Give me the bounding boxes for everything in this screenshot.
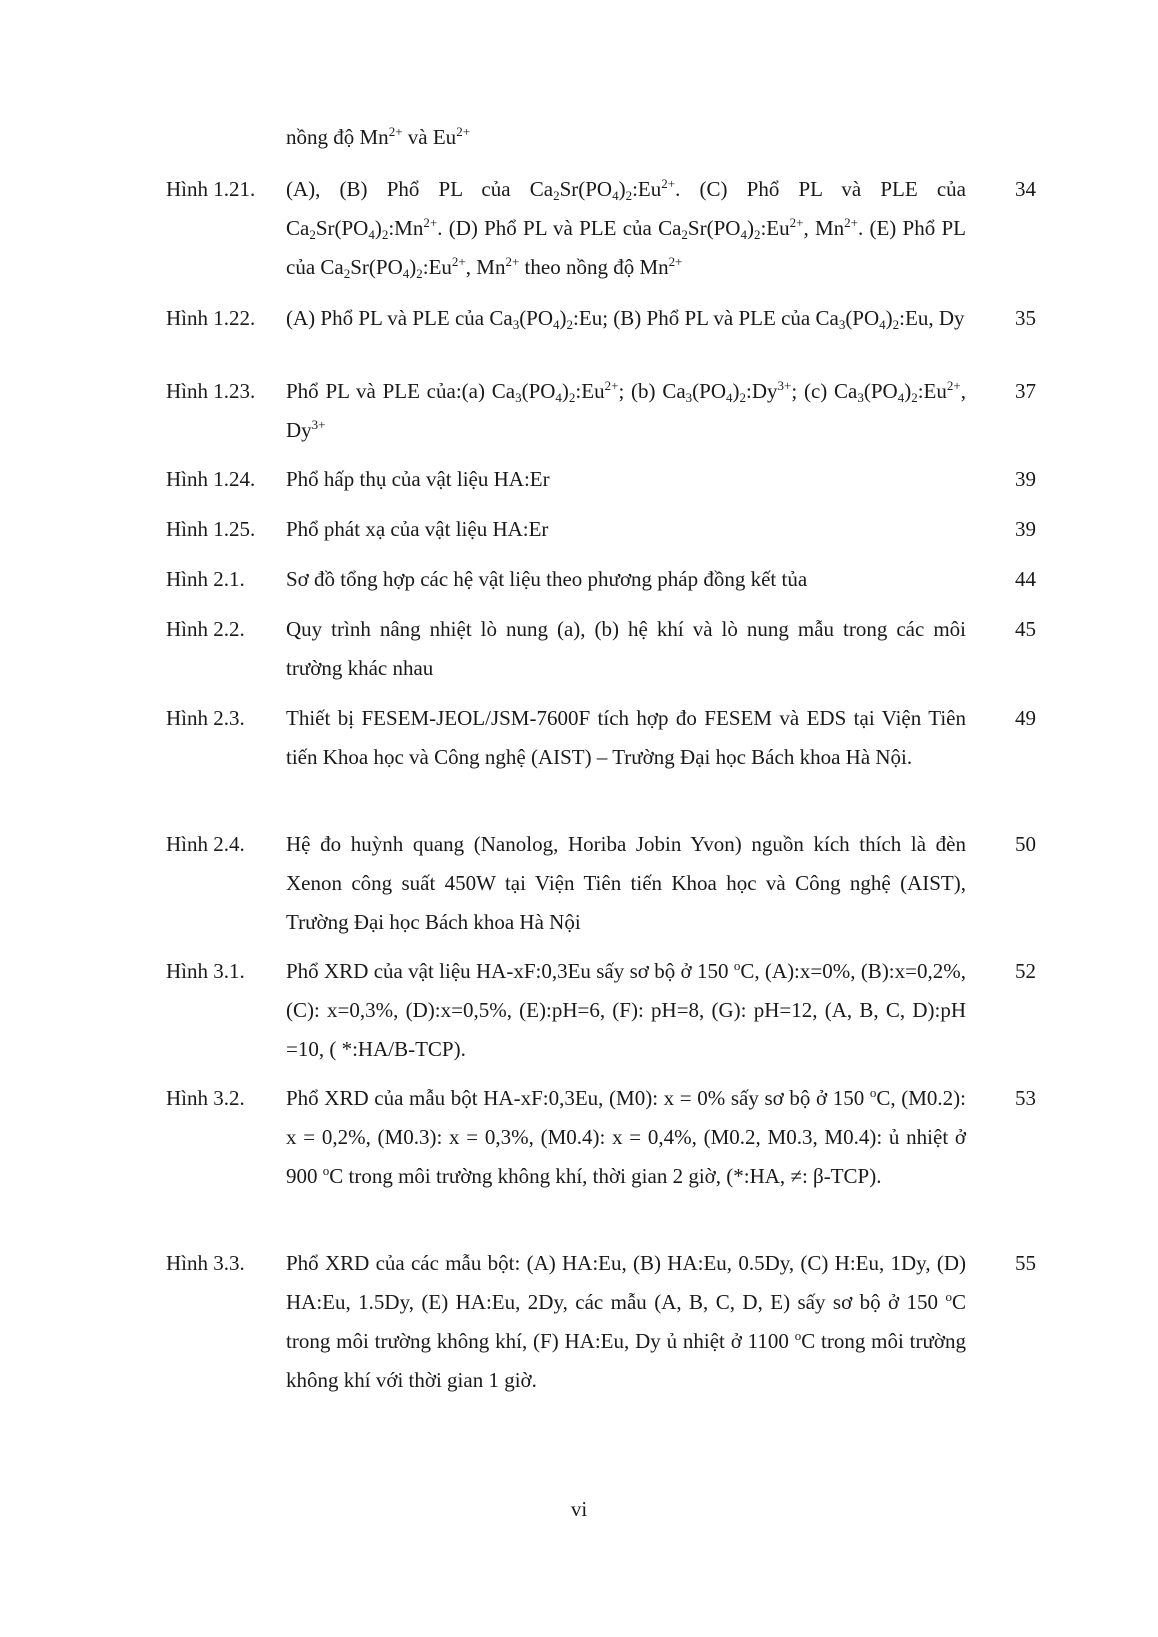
page-ref: 49 bbox=[1015, 706, 1036, 730]
caption-text: Phổ XRD của các mẫu bột: (A) HA:Eu, (B) HA:Eu, 0.5Dy, (C) H:Eu, 1Dy, (D) HA:Eu, 1.5Dy, (E) HA:Eu, 2Dy, các mẫu (A, B, C, D, E) sấy sơ bộ ở 150 bbox=[286, 1251, 966, 1314]
caption-text: và Eu bbox=[402, 125, 457, 149]
page-ref: 52 bbox=[1015, 959, 1036, 983]
subscript: 2 bbox=[681, 227, 688, 242]
figure-caption bbox=[286, 1244, 966, 1400]
subscript: 4 bbox=[740, 227, 747, 242]
caption-text: , Mn bbox=[803, 216, 845, 240]
figure-caption bbox=[286, 1079, 966, 1196]
superscript: 3+ bbox=[311, 417, 326, 432]
caption-text: Sr(PO bbox=[559, 177, 613, 201]
figure-label: Hình 1.24. bbox=[166, 467, 256, 491]
page-ref: 50 bbox=[1015, 832, 1036, 856]
superscript: 2+ bbox=[505, 254, 520, 269]
caption-text: Phổ phát xạ của vật liệu HA:Er bbox=[286, 517, 549, 541]
subscript: 4 bbox=[726, 390, 733, 405]
figure-label: Hình 1.22. bbox=[166, 306, 256, 330]
caption-text: C, (A):x=0%, (B):x=0,2%, (C): x=0,3%, (D):x=0,5%, (E):pH=6, (F): pH=8, (G): pH=12, (A, B, C, D):pH =10, ( *:HA/B-TCP). bbox=[286, 959, 966, 1061]
page-ref: 45 bbox=[1015, 617, 1036, 641]
subscript: 4 bbox=[612, 188, 619, 203]
caption-text: ) bbox=[374, 216, 382, 240]
caption-text: (A) Phổ PL và PLE của Ca bbox=[286, 306, 513, 330]
subscript: 4 bbox=[879, 317, 886, 332]
superscript: 2+ bbox=[423, 215, 438, 230]
superscript: o bbox=[869, 1085, 877, 1100]
superscript: 2+ bbox=[668, 254, 683, 269]
figure-caption bbox=[286, 610, 966, 688]
page-number: vi bbox=[570, 1497, 588, 1521]
list-item bbox=[166, 516, 1036, 549]
page-ref: 53 bbox=[1015, 1086, 1036, 1110]
list-item bbox=[166, 466, 1036, 499]
subscript: 2 bbox=[568, 390, 576, 405]
caption-text: ) bbox=[732, 379, 740, 403]
figure-caption bbox=[286, 825, 966, 942]
list-item bbox=[166, 1250, 1036, 1400]
caption-text: C trong môi trường không khí với thời gian 1 giờ. bbox=[286, 1329, 966, 1392]
caption-text: :Eu bbox=[422, 255, 452, 279]
caption-text: C, (M0.2): x = 0,2%, (M0.3): x = 0,3%, (M0.4): x = 0,4%, (M0.2, M0.3, M0.4): ủ nhiệt ở 900 bbox=[286, 1086, 966, 1188]
list-item bbox=[166, 305, 1036, 331]
caption-text: Phổ XRD của mẫu bột HA-xF:0,3Eu, (M0): x = 0% sấy sơ bộ ở 150 bbox=[286, 1086, 870, 1110]
caption-text: ; (c) Ca bbox=[791, 379, 858, 403]
superscript: o bbox=[733, 958, 741, 973]
list-item bbox=[166, 958, 1036, 1069]
subscript: 3 bbox=[685, 390, 693, 405]
caption-text: . (E) Phổ PL của Ca bbox=[286, 216, 966, 279]
superscript: 2+ bbox=[451, 254, 466, 269]
subscript: 2 bbox=[381, 227, 389, 242]
continuation-line bbox=[166, 124, 1036, 157]
list-item bbox=[166, 176, 1036, 287]
subscript: 2 bbox=[416, 266, 423, 281]
caption-text: ) bbox=[904, 379, 912, 403]
subscript: 2 bbox=[911, 390, 918, 405]
caption-text: ) bbox=[746, 216, 754, 240]
caption-text: :Eu bbox=[632, 177, 662, 201]
caption-text: Sr(PO bbox=[687, 216, 741, 240]
caption-text: ) bbox=[561, 379, 569, 403]
figure-caption bbox=[286, 170, 966, 287]
caption-text: (PO bbox=[863, 379, 898, 403]
caption-text: :Eu bbox=[575, 379, 605, 403]
subscript: 3 bbox=[857, 390, 864, 405]
subscript: 4 bbox=[897, 390, 905, 405]
figure-label: Hình 1.21. bbox=[166, 177, 256, 201]
superscript: 2+ bbox=[388, 124, 403, 139]
caption-text: Phổ XRD của vật liệu HA-xF:0,3Eu sấy sơ bộ ở 150 bbox=[286, 959, 734, 983]
superscript: o bbox=[945, 1289, 952, 1304]
superscript: 2+ bbox=[789, 215, 804, 230]
superscript: 2+ bbox=[946, 378, 961, 393]
page-ref: 34 bbox=[1015, 177, 1036, 201]
subscript: 2 bbox=[625, 188, 633, 203]
caption-text: Hệ đo huỳnh quang (Nanolog, Horiba Jobin Yvon) nguồn kích thích là đèn Xenon công suất 450W tại Viện Tiên tiến Khoa học và Công nghệ (AIST), Trường Đại học Bách khoa Hà Nội bbox=[286, 832, 966, 934]
figure-caption bbox=[286, 305, 966, 331]
subscript: 2 bbox=[553, 188, 560, 203]
figure-caption bbox=[286, 372, 966, 450]
figure-label: Hình 3.2. bbox=[166, 1086, 245, 1110]
caption-text: :Eu; (B) Phổ PL và PLE của Ca bbox=[573, 306, 839, 330]
superscript: 3+ bbox=[777, 378, 792, 393]
superscript: 2+ bbox=[844, 215, 858, 230]
figure-label: Hình 2.3. bbox=[166, 706, 245, 730]
subscript: 2 bbox=[753, 227, 761, 242]
subscript: 4 bbox=[553, 317, 560, 332]
figure-label: Hình 3.1. bbox=[166, 959, 245, 983]
subscript: 4 bbox=[402, 266, 410, 281]
caption-text: Sr(PO bbox=[350, 255, 403, 279]
subscript: 3 bbox=[838, 317, 846, 332]
caption-text: C trong môi trường không khí, thời gian 2 giờ, (*:HA, ≠: β-TCP). bbox=[329, 1164, 882, 1188]
subscript: 2 bbox=[739, 390, 746, 405]
figure-caption bbox=[286, 699, 966, 777]
caption-text: :Eu bbox=[917, 379, 947, 403]
list-item bbox=[166, 1085, 1036, 1196]
caption-text: ) bbox=[885, 306, 893, 330]
caption-text: Quy trình nâng nhiệt lò nung (a), (b) hệ khí và lò nung mẫu trong các môi trường khác nhau bbox=[286, 617, 966, 680]
caption-text: (PO bbox=[845, 306, 880, 330]
subscript: 2 bbox=[343, 266, 351, 281]
superscript: 2+ bbox=[661, 176, 676, 191]
subscript: 4 bbox=[368, 227, 375, 242]
caption-text: :Eu, Dy bbox=[899, 306, 965, 330]
superscript: 2+ bbox=[456, 124, 471, 139]
list-item bbox=[166, 378, 1036, 450]
caption-text: Sơ đồ tổng hợp các hệ vật liệu theo phương pháp đồng kết tủa bbox=[286, 567, 808, 591]
caption-text: ) bbox=[559, 306, 567, 330]
list-item bbox=[166, 566, 1036, 599]
subscript: 3 bbox=[515, 390, 522, 405]
caption-text: (PO bbox=[521, 379, 556, 403]
figure-caption bbox=[286, 460, 966, 499]
caption-text: :Mn bbox=[388, 216, 424, 240]
list-item bbox=[166, 705, 1036, 777]
continuation-text bbox=[286, 118, 966, 157]
figure-label: Hình 2.4. bbox=[166, 832, 245, 856]
subscript: 3 bbox=[512, 317, 520, 332]
superscript: o bbox=[794, 1328, 802, 1343]
figure-label: Hình 2.1. bbox=[166, 567, 245, 591]
caption-text: Sr(PO bbox=[315, 216, 369, 240]
page-ref: 44 bbox=[1015, 567, 1036, 591]
page-ref: 37 bbox=[1015, 379, 1036, 403]
caption-text: (A), (B) Phổ PL của Ca bbox=[286, 177, 554, 201]
subscript: 4 bbox=[555, 390, 562, 405]
caption-text: ) bbox=[618, 177, 626, 201]
caption-text: Phổ PL và PLE của:(a) Ca bbox=[286, 379, 516, 403]
caption-text: Phổ hấp thụ của vật liệu HA:Er bbox=[286, 467, 550, 491]
list-item bbox=[166, 831, 1036, 942]
figure-caption bbox=[286, 510, 966, 549]
page-ref: 39 bbox=[1015, 467, 1036, 491]
caption-text: C trong môi trường không khí, (F) HA:Eu, Dy ủ nhiệt ở 1100 bbox=[286, 1290, 966, 1353]
figure-label: Hình 3.3. bbox=[166, 1251, 245, 1275]
superscript: 2+ bbox=[604, 378, 619, 393]
caption-text: . (C) Phổ PL và PLE của Ca bbox=[286, 177, 966, 240]
caption-text: :Eu bbox=[760, 216, 790, 240]
caption-text: nồng độ Mn bbox=[286, 125, 389, 149]
caption-text: ; (b) Ca bbox=[618, 379, 686, 403]
caption-text: (PO bbox=[519, 306, 554, 330]
page-ref: 39 bbox=[1015, 517, 1036, 541]
superscript: o bbox=[322, 1163, 330, 1178]
caption-text: Thiết bị FESEM-JEOL/JSM-7600F tích hợp đo FESEM và EDS tại Viện Tiên tiến Khoa học và Công nghệ (AIST) – Trường Đại học Bách khoa Hà Nội. bbox=[286, 706, 966, 769]
caption-text: (PO bbox=[692, 379, 726, 403]
subscript: 2 bbox=[309, 227, 316, 242]
list-item bbox=[166, 616, 1036, 688]
subscript: 2 bbox=[566, 317, 574, 332]
subscript: 2 bbox=[892, 317, 900, 332]
page-ref: 35 bbox=[1015, 306, 1036, 330]
caption-text: , Dy bbox=[286, 379, 966, 442]
caption-text: theo nồng độ Mn bbox=[519, 255, 669, 279]
figure-label: Hình 1.25. bbox=[166, 517, 256, 541]
figure-label: Hình 1.23. bbox=[166, 379, 256, 403]
figure-caption bbox=[286, 952, 966, 1069]
figure-label: Hình 2.2. bbox=[166, 617, 245, 641]
page-ref: 55 bbox=[1015, 1251, 1036, 1275]
caption-text: . (D) Phổ PL và PLE của Ca bbox=[437, 216, 682, 240]
caption-text: ) bbox=[409, 255, 417, 279]
figure-caption bbox=[286, 560, 966, 599]
caption-text: :Dy bbox=[746, 379, 778, 403]
caption-text: , Mn bbox=[465, 255, 506, 279]
